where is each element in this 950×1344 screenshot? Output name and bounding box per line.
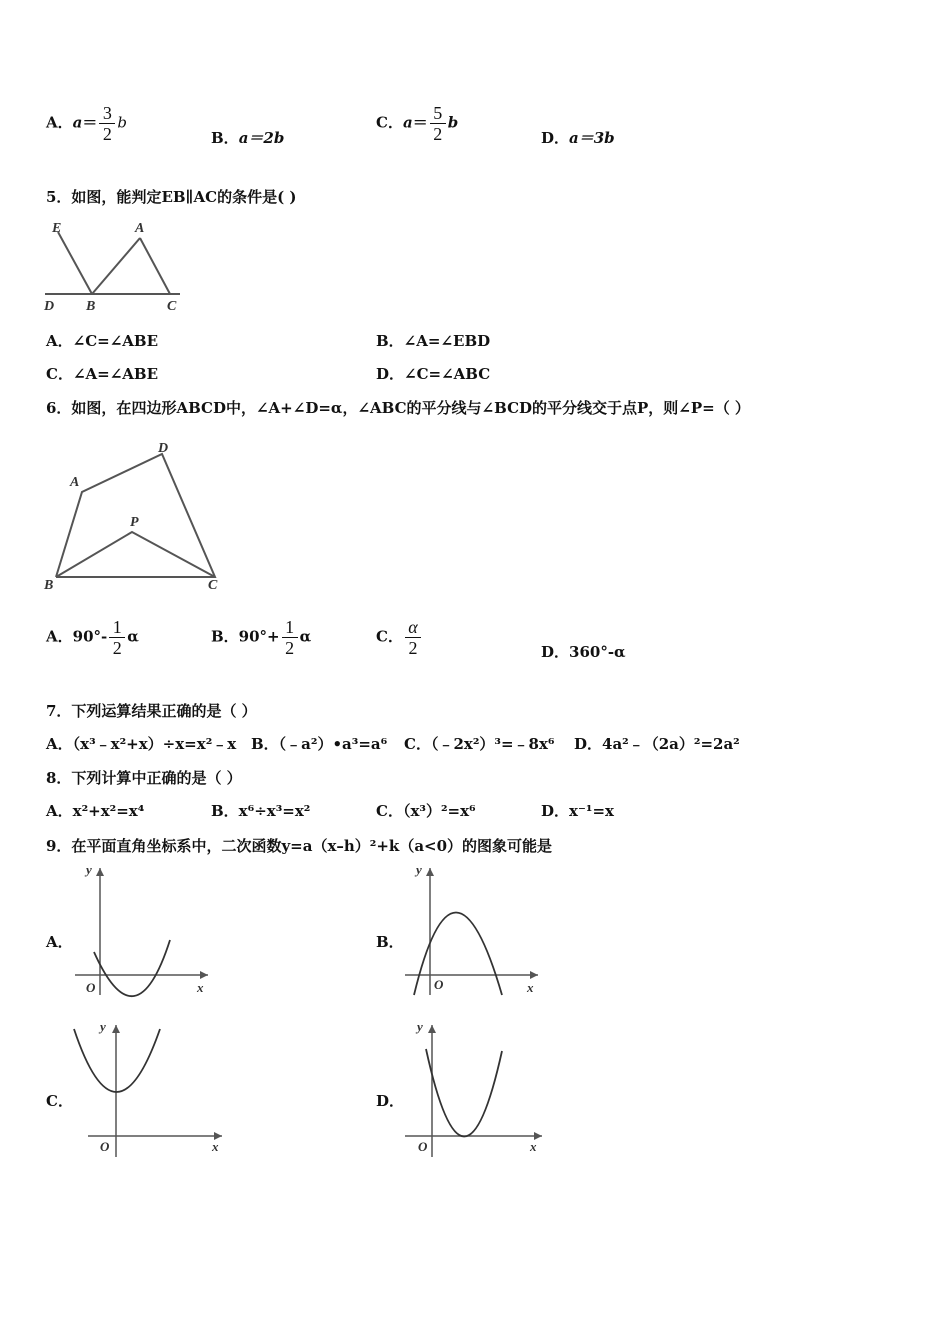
svg-text:y: y bbox=[416, 862, 422, 877]
q4-option-c: C．a＝ $\frac{5}{2}$ b bbox=[376, 103, 459, 144]
q6-option-d: D．360°-α bbox=[541, 643, 626, 661]
svg-text:y: y bbox=[100, 1019, 106, 1034]
q5-stem: 5．如图，能判定EB∥AC的条件是( ) bbox=[46, 188, 297, 206]
q8-option-d: D．x⁻¹=x bbox=[541, 802, 614, 820]
q6-option-c: C． $\frac{\alpha}{2}$ bbox=[376, 617, 423, 658]
q9-graph-a bbox=[70, 860, 215, 1000]
svg-text:x: x bbox=[527, 980, 534, 995]
svg-text:x: x bbox=[530, 1139, 537, 1154]
svg-text:x: x bbox=[197, 980, 204, 995]
q4-option-a: A．a＝ $\frac{3}{2}$ b bbox=[46, 103, 127, 144]
label-e: E bbox=[52, 221, 62, 236]
q9-option-b-label: B． bbox=[376, 933, 404, 951]
q9-option-c-label: C． bbox=[46, 1092, 73, 1110]
svg-text:O: O bbox=[418, 1139, 428, 1154]
q4-option-b: B．a＝2b bbox=[211, 129, 285, 147]
q4-option-d: D．a＝3b bbox=[541, 129, 615, 147]
q6-stem: 6．如图，在四边形ABCD中，∠A+∠D=α，∠ABC的平分线与∠BCD的平分线交于点P，则∠P=（ ） bbox=[46, 399, 750, 417]
q6-option-a: A．90°- $\frac{1}{2}$ α bbox=[46, 617, 139, 658]
q5-option-c: C．∠A=∠ABE bbox=[46, 365, 159, 383]
q7-option-b: B．（﹣a²）•a³=a⁶ bbox=[251, 735, 388, 753]
q7-option-c: C．（﹣2x²）³=﹣8x⁶ bbox=[404, 735, 555, 753]
q9-stem: 9．在平面直角坐标系中，二次函数y=a（x–h）²+k（a<0）的图象可能是 bbox=[46, 837, 553, 855]
q5-option-a: A．∠C=∠ABE bbox=[46, 332, 159, 350]
label-a: A bbox=[70, 475, 80, 490]
fraction: $\frac{1}{2}$ bbox=[282, 617, 298, 658]
q8-option-c: C．（x³）²=x⁶ bbox=[376, 802, 476, 820]
q7-option-a: A．（x³﹣x²+x）÷x=x²﹣x bbox=[46, 735, 237, 753]
q9-graph-b bbox=[400, 860, 545, 1000]
svg-text:x: x bbox=[212, 1139, 219, 1154]
label-b: B bbox=[86, 299, 96, 314]
svg-text:O: O bbox=[434, 977, 444, 992]
fraction: $\frac{1}{2}$ bbox=[109, 617, 125, 658]
svg-text:y: y bbox=[86, 862, 92, 877]
q5-option-d: D．∠C=∠ABC bbox=[376, 365, 491, 383]
label-b: B bbox=[44, 578, 54, 593]
q9-option-d-label: D． bbox=[376, 1092, 405, 1110]
label-c: C bbox=[167, 299, 177, 314]
q8-option-a: A．x²+x²=x⁴ bbox=[46, 802, 145, 820]
fraction: $\frac{\alpha}{2}$ bbox=[405, 617, 421, 658]
q9-option-a-label: A． bbox=[46, 933, 73, 951]
q7-stem: 7．下列运算结果正确的是（ ） bbox=[46, 702, 257, 720]
svg-text:y: y bbox=[417, 1019, 423, 1034]
svg-text:O: O bbox=[100, 1139, 110, 1154]
label-a: A bbox=[135, 221, 145, 236]
q7-option-d: D．4a²﹣（2a）²=2a² bbox=[574, 735, 740, 753]
q8-option-b: B．x⁶÷x³=x² bbox=[211, 802, 311, 820]
svg-text:O: O bbox=[86, 980, 96, 995]
label-d: D bbox=[158, 441, 169, 456]
fraction: $\frac{3}{2}$ bbox=[99, 103, 115, 144]
label-c: C bbox=[208, 578, 218, 593]
label-p: P bbox=[130, 515, 139, 530]
label-d: D bbox=[44, 299, 55, 314]
q5-figure bbox=[40, 218, 190, 314]
q6-figure bbox=[40, 436, 230, 596]
q9-graph-c bbox=[70, 1015, 230, 1160]
q5-option-b: B．∠A=∠EBD bbox=[376, 332, 491, 350]
q8-stem: 8．下列计算中正确的是（ ） bbox=[46, 769, 242, 787]
q6-option-b: B．90°+ $\frac{1}{2}$ α bbox=[211, 617, 312, 658]
q9-graph-d bbox=[400, 1015, 550, 1160]
fraction: $\frac{5}{2}$ bbox=[430, 103, 446, 144]
